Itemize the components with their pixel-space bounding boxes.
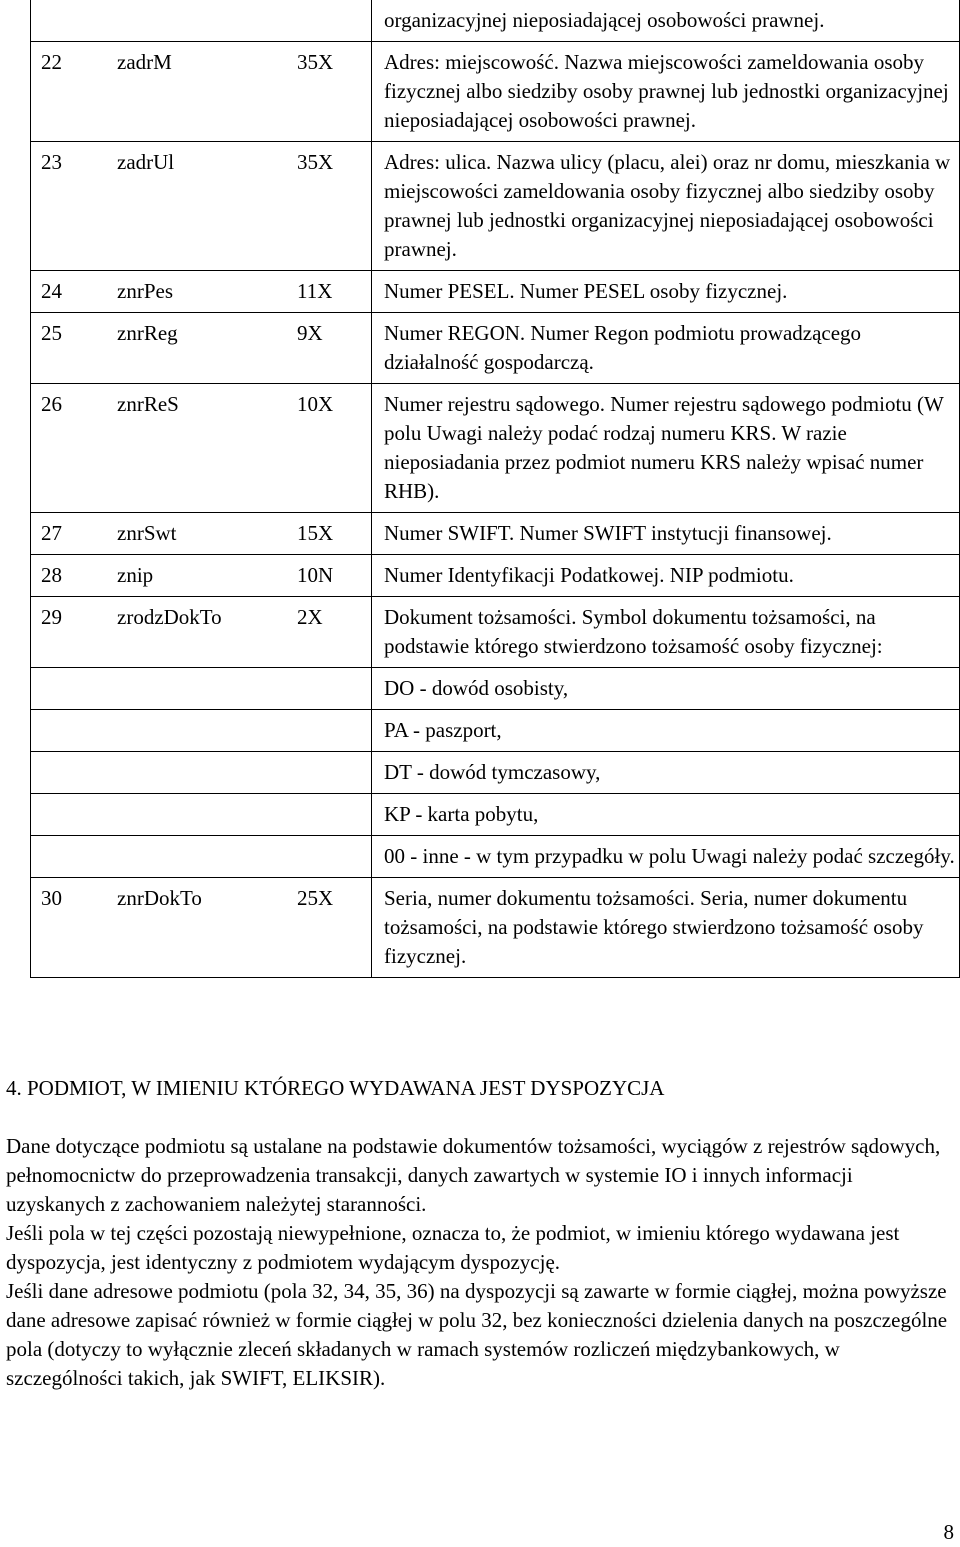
section-body	[6, 1132, 954, 1393]
field-type: 35X	[297, 142, 372, 271]
table-row	[31, 794, 960, 836]
field-type: 15X	[297, 513, 372, 555]
field-description: Numer PESEL. Numer PESEL osoby fizycznej.	[372, 271, 960, 313]
field-type: 11X	[297, 271, 372, 313]
field-type: 25X	[297, 878, 372, 978]
doc-type-option: KP - karta pobytu,	[372, 794, 960, 836]
field-number: 28	[31, 555, 112, 597]
field-number: 24	[31, 271, 112, 313]
field-description: Numer REGON. Numer Regon podmiotu prowadzącego działalność gospodarczą.	[372, 313, 960, 384]
table-row	[31, 42, 960, 142]
doc-type-option: DT - dowód tymczasowy,	[372, 752, 960, 794]
field-number: 27	[31, 513, 112, 555]
field-type: 2X	[297, 597, 372, 668]
field-number: 26	[31, 384, 112, 513]
field-name: znrSwt	[111, 513, 297, 555]
field-description: Adres: ulica. Nazwa ulicy (placu, alei) oraz nr domu, mieszkania w miejscowości zameldowania osoby fizycznej albo siedziby osoby prawnej lub jednostki organizacyjnej nieposiadającej osobowości prawnej.	[372, 142, 960, 271]
page-number: 8	[943, 1520, 954, 1544]
field-number: 25	[31, 313, 112, 384]
field-number: 30	[31, 878, 112, 978]
field-type: 9X	[297, 313, 372, 384]
table-row	[31, 271, 960, 313]
field-definitions-table	[30, 0, 960, 978]
field-description: Numer Identyfikacji Podatkowej. NIP podmiotu.	[372, 555, 960, 597]
field-name: zadrUl	[111, 142, 297, 271]
field-name: zrodzDokTo	[111, 597, 297, 668]
field-name: znrPes	[111, 271, 297, 313]
doc-type-option: DO - dowód osobisty,	[372, 668, 960, 710]
field-number: 23	[31, 142, 112, 271]
table-row	[31, 710, 960, 752]
table-row	[31, 878, 960, 978]
field-type: 10N	[297, 555, 372, 597]
field-description: organizacyjnej nieposiadającej osobowości prawnej.	[372, 0, 960, 42]
field-type: 10X	[297, 384, 372, 513]
field-name: znrReS	[111, 384, 297, 513]
section-heading: 4. PODMIOT, W IMIENIU KTÓREGO WYDAWANA JEST DYSPOZYCJA	[6, 1076, 665, 1100]
doc-type-option: 00 - inne - w tym przypadku w polu Uwagi należy podać szczegóły.	[372, 836, 960, 878]
table-row	[31, 555, 960, 597]
field-number: 29	[31, 597, 112, 668]
table-row	[31, 0, 960, 42]
field-type: 35X	[297, 42, 372, 142]
table-row	[31, 836, 960, 878]
field-number: 22	[31, 42, 112, 142]
field-description: Numer SWIFT. Numer SWIFT instytucji finansowej.	[372, 513, 960, 555]
field-name: zadrM	[111, 42, 297, 142]
field-description: Numer rejestru sądowego. Numer rejestru sądowego podmiotu (W polu Uwagi należy podać rodzaj numeru KRS. W razie nieposiadania przez podmiot numeru KRS należy wpisać numer RHB).	[372, 384, 960, 513]
paragraph: Dane dotyczące podmiotu są ustalane na podstawie dokumentów tożsamości, wyciągów z rejestrów sądowych, pełnomocnictw do przeprowadzenia transakcji, danych zawartych w systemie IO i innych informacji uzyskanych z zachowaniem należytej staranności.	[6, 1134, 941, 1216]
doc-type-option: PA - paszport,	[372, 710, 960, 752]
field-description: Seria, numer dokumentu tożsamości. Seria, numer dokumentu tożsamości, na podstawie którego stwierdzono tożsamość osoby fizycznej.	[372, 878, 960, 978]
field-name: znip	[111, 555, 297, 597]
field-description: Adres: miejscowość. Nazwa miejscowości zameldowania osoby fizycznej albo siedziby osoby prawnej lub jednostki organizacyjnej nieposiadającej osobowości prawnej.	[372, 42, 960, 142]
paragraph: Jeśli pola w tej części pozostają niewypełnione, oznacza to, że podmiot, w imieniu którego wydawana jest dyspozycja, jest identyczny z podmiotem wydającym dyspozycję.	[6, 1221, 900, 1274]
paragraph: Jeśli dane adresowe podmiotu (pola 32, 34, 35, 36) na dyspozycji są zawarte w formie ciągłej, można powyższe dane adresowe zapisać również w formie ciągłej w polu 32, bez konieczności dzielenia danych na poszczególne pola (dotyczy to wyłącznie zleceń składanych w ramach systemów rozliczeń międzybankowych, w szczególności takich, jak SWIFT, ELIKSIR).	[6, 1279, 948, 1390]
field-description: Dokument tożsamości. Symbol dokumentu tożsamości, na podstawie którego stwierdzono tożsamość osoby fizycznej:	[372, 597, 960, 668]
table-row	[31, 313, 960, 384]
field-name: znrDokTo	[111, 878, 297, 978]
field-name: znrReg	[111, 313, 297, 384]
table-row	[31, 597, 960, 668]
table-row	[31, 513, 960, 555]
table-row	[31, 668, 960, 710]
table-row	[31, 142, 960, 271]
table-row	[31, 752, 960, 794]
table-row	[31, 384, 960, 513]
